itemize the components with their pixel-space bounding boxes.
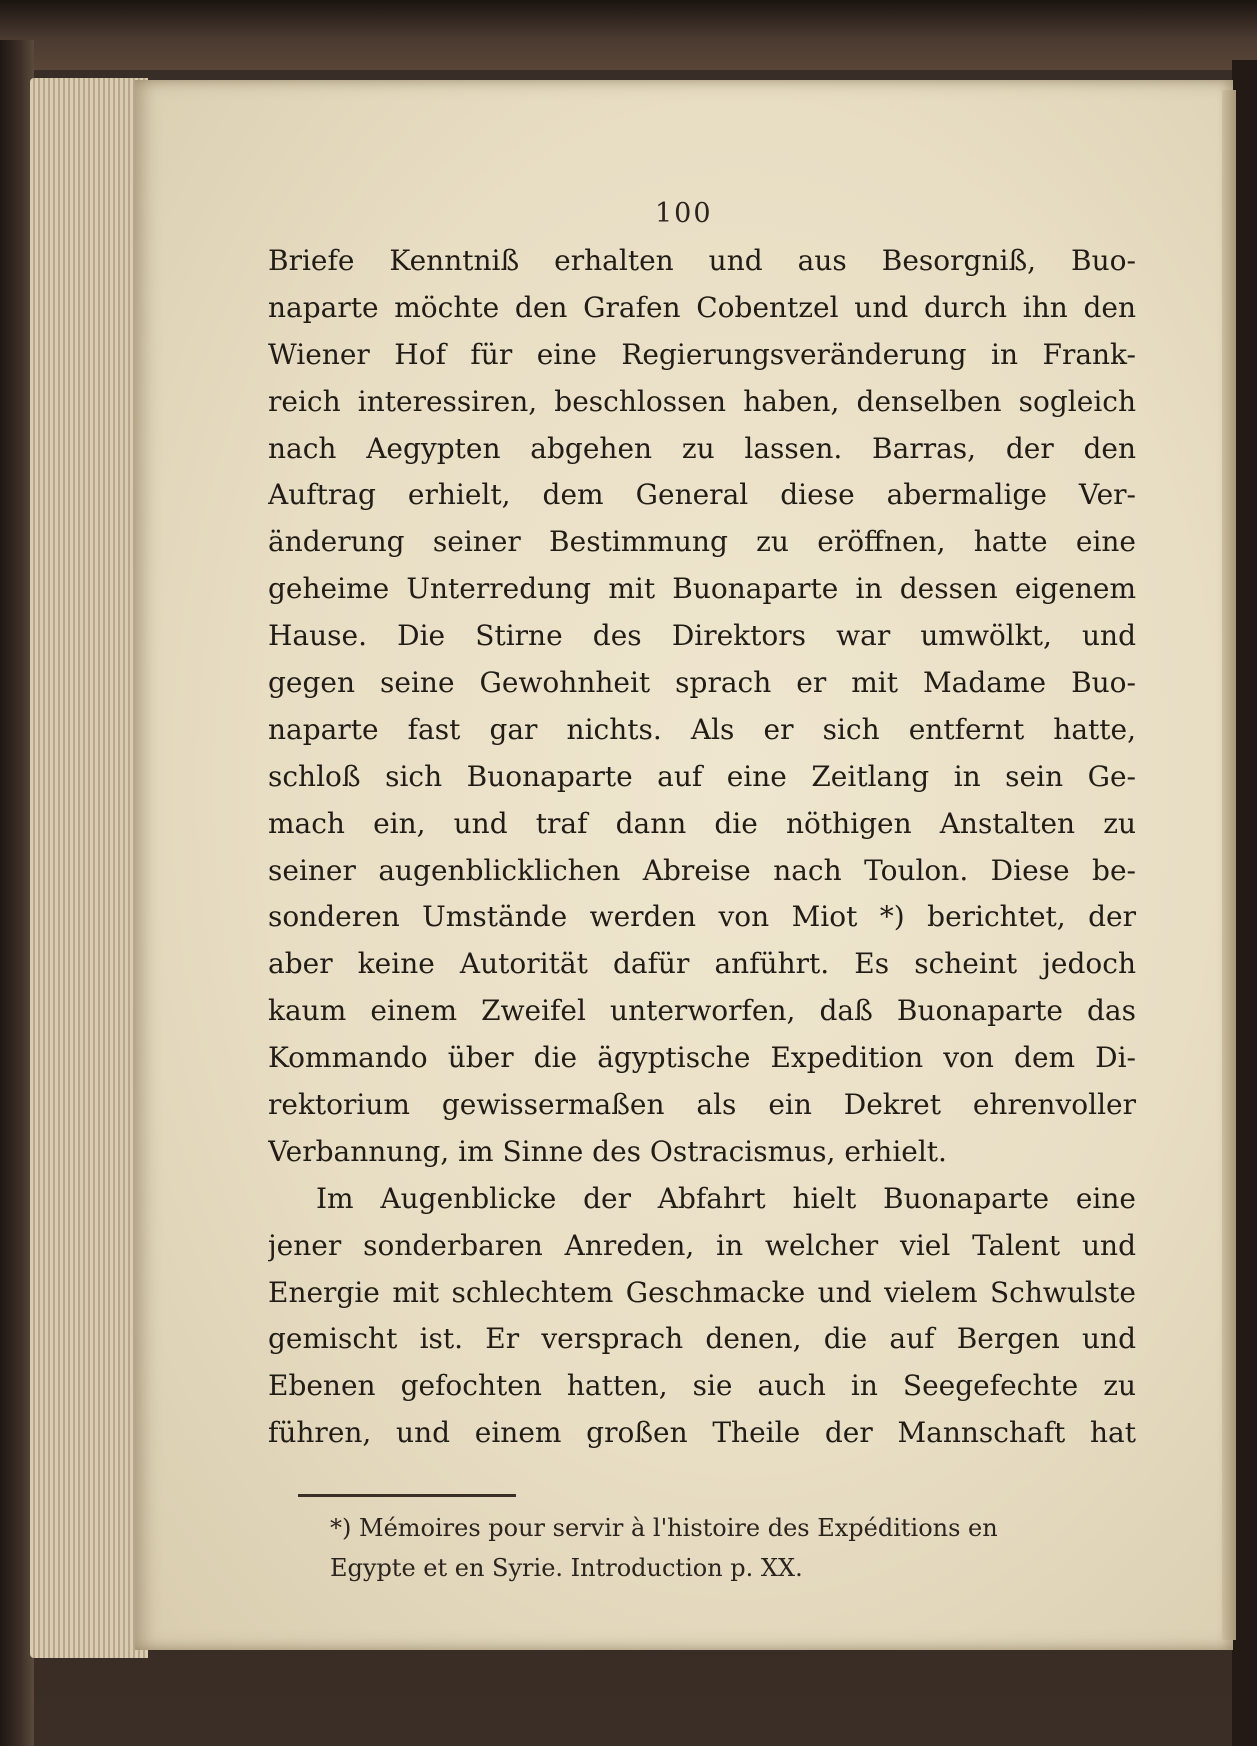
text-line: jener sonderbaren Anreden, in welcher viel Talent und xyxy=(268,1228,1136,1262)
page-stack-edges xyxy=(30,78,148,1658)
text-line: Ebenen gefochten hatten, sie auch in Seegefechte zu xyxy=(268,1369,1136,1403)
footnote-line: Egypte et en Syrie. Introduction p. XX. xyxy=(330,1554,803,1582)
text-line: Kommando über die ägyptische Expedition von dem Di- xyxy=(268,1041,1136,1075)
text-line: änderung seiner Bestimmung zu eröffnen, hatte eine xyxy=(268,525,1136,559)
text-line: aber keine Autorität dafür anführt. Es scheint jedoch xyxy=(268,947,1136,981)
footnote-rule xyxy=(298,1494,516,1497)
text-line: naparte fast gar nichts. Als er sich entfernt hatte, xyxy=(268,712,1136,746)
text-line: Auftrag erhielt, dem General diese abermalige Ver- xyxy=(268,478,1136,512)
paragraph-start-line: Im Augenblicke der Abfahrt hielt Buonaparte eine xyxy=(316,1181,1136,1215)
text-line: führen, und einem großen Theile der Mannschaft hat xyxy=(268,1416,1136,1450)
text-line: Energie mit schlechtem Geschmacke und vielem Schwulste xyxy=(268,1275,1136,1309)
text-line: Wiener Hof für eine Regierungsveränderung in Frank- xyxy=(268,337,1136,371)
body-text xyxy=(268,238,1136,1457)
footnote xyxy=(330,1508,1130,1588)
page-number: 100 xyxy=(655,198,713,229)
footnote-line: *) Mémoires pour servir à l'histoire des Expéditions en xyxy=(330,1514,998,1542)
text-line: rektorium gewissermaßen als ein Dekret ehrenvoller xyxy=(268,1088,1136,1122)
text-line: gegen seine Gewohnheit sprach er mit Madame Buo- xyxy=(268,666,1136,700)
text-line: naparte möchte den Grafen Cobentzel und durch ihn den xyxy=(268,290,1136,324)
text-line: Hause. Die Stirne des Direktors war umwölkt, und xyxy=(268,619,1136,653)
text-line: kaum einem Zweifel unterworfen, daß Buonaparte das xyxy=(268,994,1136,1028)
text-line: seiner augenblicklichen Abreise nach Toulon. Diese be- xyxy=(268,853,1136,887)
text-line: Briefe Kenntniß erhalten und aus Besorgniß, Buo- xyxy=(268,244,1136,277)
book-cover-top xyxy=(0,0,1257,70)
text-line: gemischt ist. Er versprach denen, die auf Bergen und xyxy=(268,1322,1136,1356)
text-line: reich interessiren, beschlossen haben, denselben sogleich xyxy=(268,384,1136,418)
text-line: geheime Unterredung mit Buonaparte in dessen eigenem xyxy=(268,572,1136,606)
text-line: nach Aegypten abgehen zu lassen. Barras, der den xyxy=(268,431,1136,465)
text-line: sonderen Umstände werden von Miot *) berichtet, der xyxy=(268,900,1136,934)
text-line: schloß sich Buonaparte auf eine Zeitlang in sein Ge- xyxy=(268,759,1136,793)
paragraph-end-line: Verbannung, im Sinne des Ostracismus, erhielt. xyxy=(268,1134,947,1168)
text-line: mach ein, und traf dann die nöthigen Anstalten zu xyxy=(268,806,1136,840)
book-spine-cover xyxy=(0,40,34,1746)
page-right-edge xyxy=(1222,90,1236,1640)
